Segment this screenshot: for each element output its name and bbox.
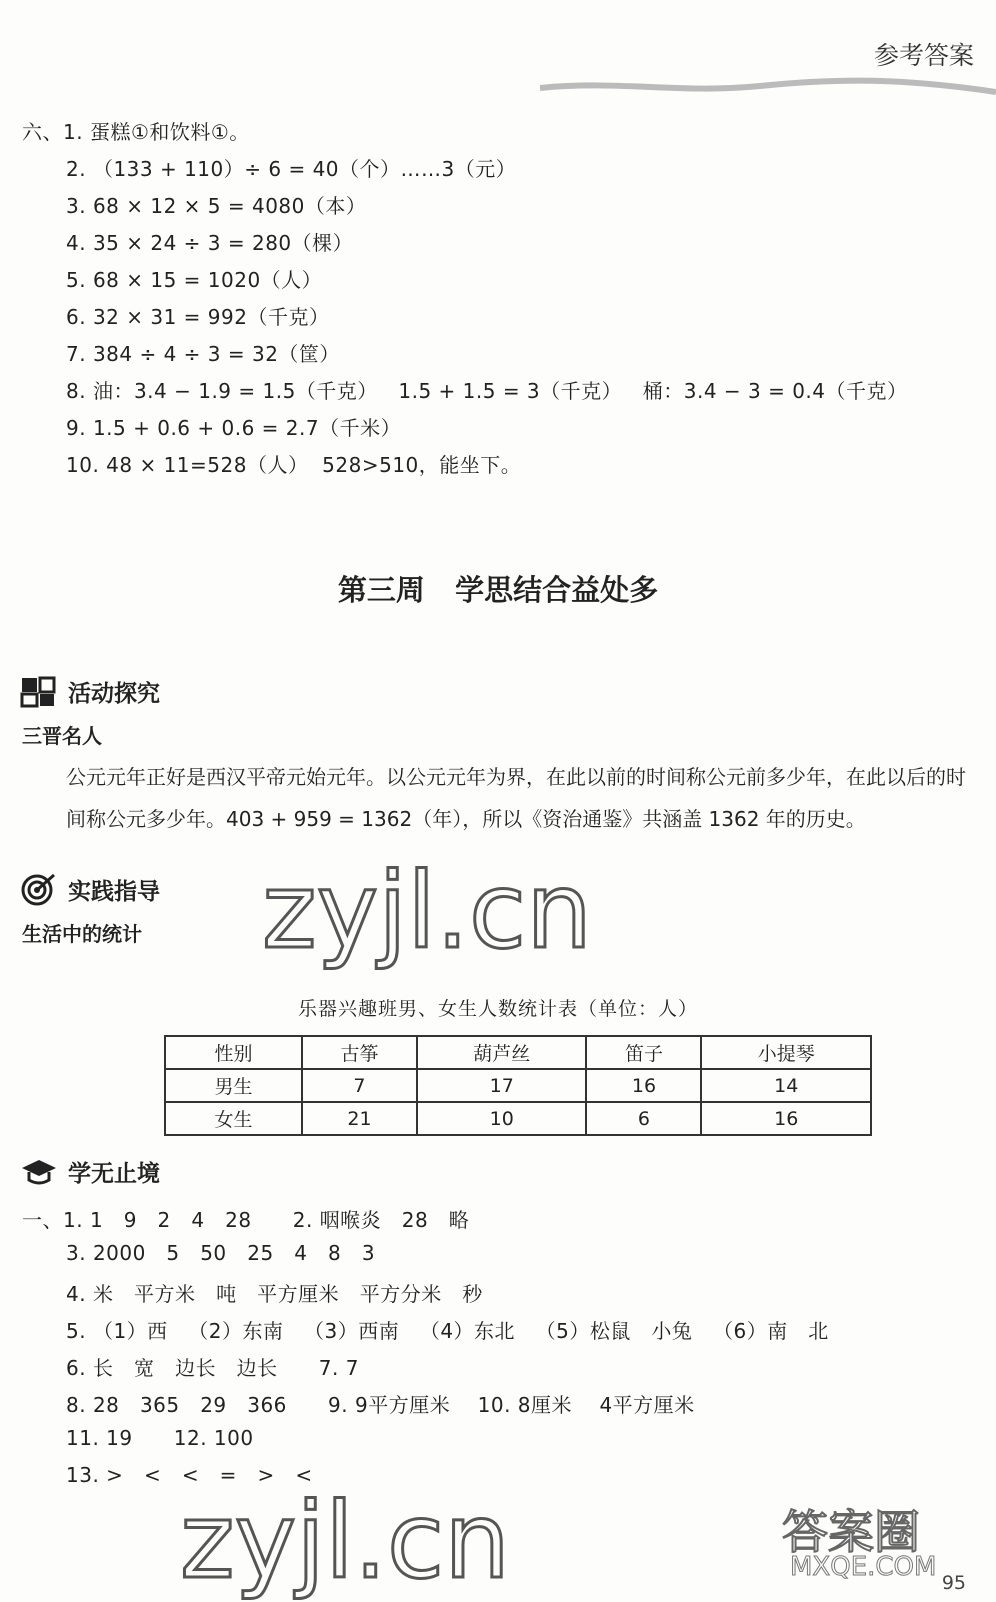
answer-line: 3. 68 × 12 × 5 = 4080（本） xyxy=(66,194,367,218)
answer-line: 一、1. 1 9 2 4 28 2. 咽喉炎 28 略 xyxy=(22,1208,470,1232)
table-row xyxy=(165,1102,871,1135)
table-cell: 14 xyxy=(701,1069,871,1102)
table-cell: 21 xyxy=(302,1102,417,1135)
answer-line: 2. （133 + 110）÷ 6 = 40（个）……3（元） xyxy=(66,157,517,181)
table-cell: 男生 xyxy=(165,1069,302,1102)
answer-line: 13. > < < = > < xyxy=(66,1463,313,1487)
watermark-logo: 答案圈 xyxy=(782,1505,920,1559)
answer-line: 6. 32 × 31 = 992（千克） xyxy=(66,305,330,329)
answer-line: 7. 384 ÷ 4 ÷ 3 = 32（筐） xyxy=(66,342,340,366)
table-cell: 16 xyxy=(586,1069,701,1102)
table-header-cell: 葫芦丝 xyxy=(417,1036,587,1069)
week-title: 第三周 学思结合益处多 xyxy=(337,573,659,607)
answer-line: 6. 长 宽 边长 边长 7. 7 xyxy=(66,1356,359,1380)
answer-line: 4. 米 平方米 吨 平方厘米 平方分米 秒 xyxy=(66,1282,483,1306)
stats-table xyxy=(164,1035,872,1136)
answer-line: 5. （1）西 （2）东南 （3）西南 （4）东北 （5）松鼠 小兔 （6）南 北 xyxy=(66,1319,829,1343)
endless-heading-label: 学无止境 xyxy=(68,1160,160,1187)
table-row xyxy=(165,1069,871,1102)
table-header-cell: 古筝 xyxy=(302,1036,417,1069)
answer-line: 8. 油：3.4 − 1.9 = 1.5（千克） 1.5 + 1.5 = 3（千克） 桶：3.4 − 3 = 0.4（千克） xyxy=(66,379,908,403)
header-tag: 参考答案 xyxy=(873,41,974,70)
page-number: 95 xyxy=(941,1572,966,1594)
graduation-cap-icon xyxy=(20,1154,58,1188)
table-cell: 7 xyxy=(302,1069,417,1102)
watermark-text: zyjl.cn xyxy=(262,850,593,972)
practice-subheading: 生活中的统计 xyxy=(22,922,142,946)
table-header-cell: 笛子 xyxy=(586,1036,701,1069)
answer-line: 10. 48 × 11=528（人） 528>510，能坐下。 xyxy=(66,453,522,477)
table-cell: 17 xyxy=(417,1069,587,1102)
table-header-cell: 小提琴 xyxy=(701,1036,871,1069)
answer-line: 8. 28 365 29 366 9. 9平方厘米 10. 8厘米 4平方厘米 xyxy=(66,1393,695,1417)
answer-line: 4. 35 × 24 ÷ 3 = 280（棵） xyxy=(66,231,354,255)
practice-heading xyxy=(20,872,160,906)
answer-line: 5. 68 × 15 = 1020（人） xyxy=(66,268,323,292)
table-cell: 16 xyxy=(701,1102,871,1135)
answer-line: 六、1. 蛋糕①和饮料①。 xyxy=(22,120,250,144)
header-swoosh-decoration xyxy=(540,76,996,100)
table-header-row xyxy=(165,1036,871,1069)
table-cell: 10 xyxy=(417,1102,587,1135)
practice-heading-label: 实践指导 xyxy=(68,878,160,905)
watermark-url: MXQE.COM xyxy=(790,1552,937,1582)
table-header-cell: 性别 xyxy=(165,1036,302,1069)
activity-paragraph: 公元元年正好是西汉平帝元始元年。以公元元年为界，在此以前的时间称公元前多少年，在此以后的时间称公元多少年。403 + 959 = 1362（年），所以《资治通鉴》共涵盖 1362 年的历史。 xyxy=(66,765,966,831)
answer-line: 3. 2000 5 50 25 4 8 3 xyxy=(66,1241,376,1265)
watermark-text: zyjl.cn xyxy=(180,1480,511,1602)
activity-subheading: 三晋名人 xyxy=(22,724,102,748)
answer-line: 11. 19 12. 100 xyxy=(66,1426,254,1450)
answer-line: 9. 1.5 + 0.6 + 0.6 = 2.7（千米） xyxy=(66,416,402,440)
table-cell: 6 xyxy=(586,1102,701,1135)
puzzle-icon xyxy=(20,674,58,708)
activity-heading xyxy=(20,674,160,708)
table-caption: 乐器兴趣班男、女生人数统计表（单位：人） xyxy=(297,998,698,1020)
activity-heading-label: 活动探究 xyxy=(68,680,160,707)
endless-heading xyxy=(20,1154,160,1188)
target-icon xyxy=(20,872,58,906)
table-cell: 女生 xyxy=(165,1102,302,1135)
